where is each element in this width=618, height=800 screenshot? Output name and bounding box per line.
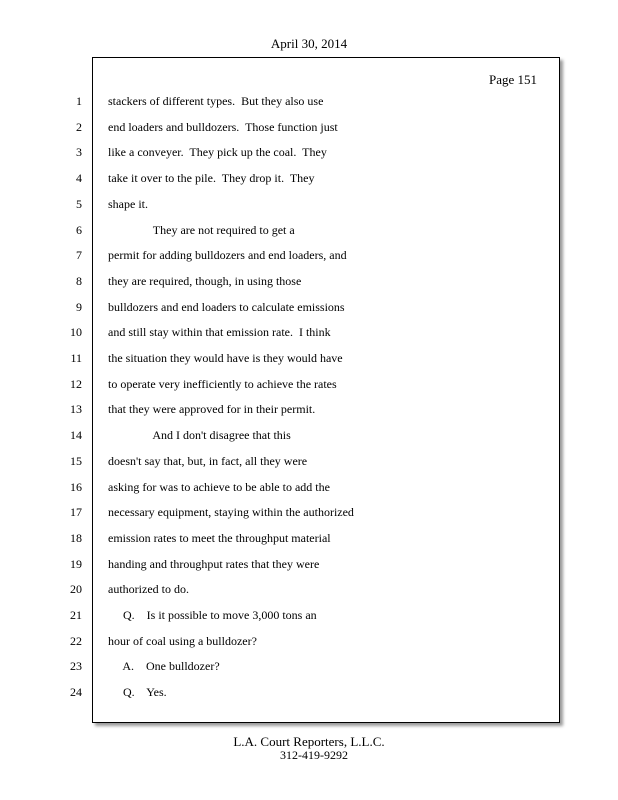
line-number: 13: [70, 402, 82, 417]
transcript-line: hour of coal using a bulldozer?: [108, 633, 257, 648]
line-number: 12: [70, 376, 82, 391]
line-number: 8: [76, 273, 82, 288]
line-number: 7: [76, 248, 82, 263]
line-number: 19: [70, 556, 82, 571]
line-number: 23: [70, 659, 82, 674]
page-number: Page 151: [488, 72, 537, 87]
transcript-line: take it over to the pile. They drop it. They: [108, 171, 315, 186]
transcript-line: shape it.: [108, 196, 148, 211]
transcript-line: the situation they would have is they would have: [108, 351, 343, 365]
transcript-line: that they were approved for in their permit.: [108, 402, 316, 417]
line-number: 2: [76, 119, 82, 134]
transcript-line: permit for adding bulldozers and end loaders, and: [108, 248, 347, 263]
line-number: 14: [70, 428, 82, 443]
footer-phone: 312-419-9292: [280, 748, 348, 762]
line-number: 20: [70, 582, 82, 597]
transcript-line: emission rates to meet the throughput material: [108, 530, 331, 545]
transcript-line: end loaders and bulldozers. Those function just: [108, 119, 338, 134]
transcript-line: And I don't disagree that this: [108, 428, 291, 443]
transcript-line: Q. Is it possible to move 3,000 tons an: [108, 608, 317, 622]
line-number: 15: [70, 453, 82, 468]
transcript-line: like a conveyer. They pick up the coal. They: [108, 145, 327, 160]
line-number: 4: [76, 171, 82, 186]
transcript-line: and still stay within that emission rate. I think: [108, 325, 331, 340]
line-number: 9: [76, 299, 82, 314]
line-number: 10: [70, 325, 82, 340]
transcript-line: Q. Yes.: [108, 685, 167, 700]
header-date: April 30, 2014: [270, 36, 348, 51]
line-number: 17: [70, 505, 82, 520]
line-number: 1: [76, 94, 82, 108]
line-number: 21: [70, 608, 82, 622]
transcript-line: They are not required to get a: [108, 222, 295, 237]
line-number: 11: [70, 351, 82, 365]
line-number: 22: [70, 633, 82, 648]
footer-firm-name: L.A. Court Reporters, L.L.C.: [233, 734, 385, 749]
line-number: 18: [70, 530, 82, 545]
transcript-line: they are required, though, in using those: [108, 273, 302, 288]
transcript-line: A. One bulldozer?: [108, 659, 220, 674]
transcript-line: stackers of different types. But they also use: [108, 94, 324, 108]
transcript-line: asking for was to achieve to be able to add the: [108, 479, 330, 494]
line-number: 3: [76, 145, 82, 160]
transcript-line: authorized to do.: [108, 582, 189, 597]
transcript-line: to operate very inefficiently to achieve the rates: [108, 376, 337, 391]
transcript-line: bulldozers and end loaders to calculate emissions: [108, 299, 345, 314]
line-number: 6: [76, 222, 82, 237]
transcript-line: doesn't say that, but, in fact, all they were: [108, 453, 308, 468]
transcript-line: necessary equipment, staying within the authorized: [108, 505, 354, 520]
line-number: 5: [76, 196, 82, 211]
line-number: 24: [70, 685, 82, 700]
transcript-line: handing and throughput rates that they were: [108, 556, 320, 571]
line-number: 16: [70, 479, 82, 494]
